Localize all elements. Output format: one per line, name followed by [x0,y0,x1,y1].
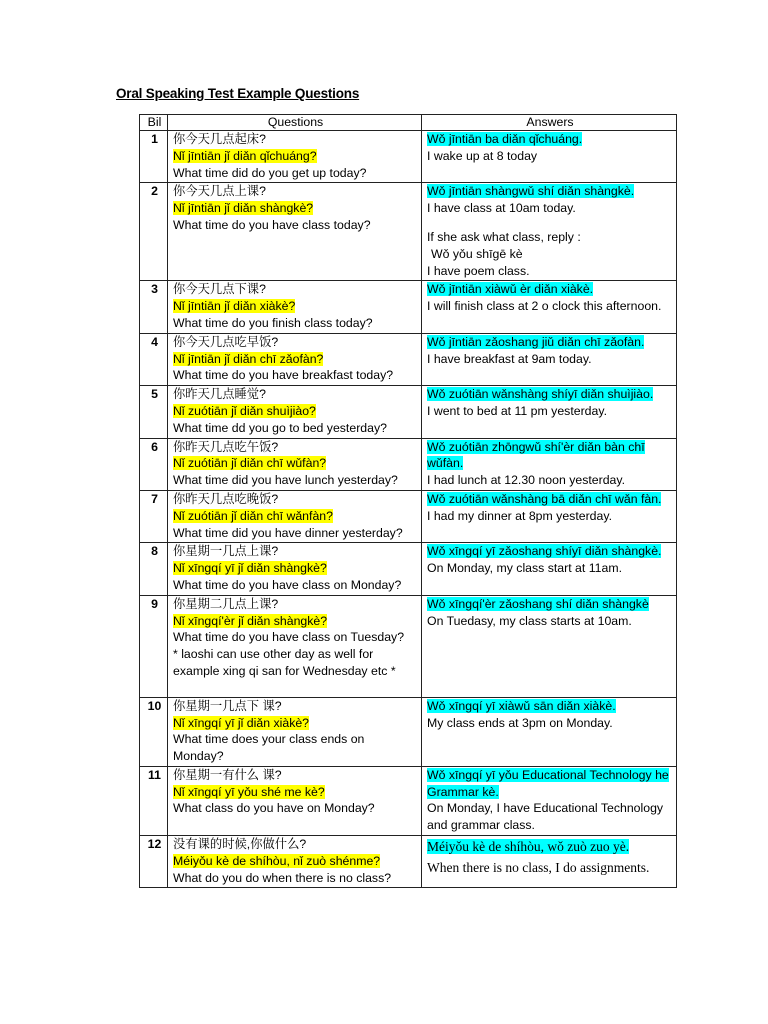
row-number: 6 [140,438,168,490]
answer-english: I have class at 10am today. [427,201,576,216]
question-english: What time dd you go to bed yesterday? [173,420,387,435]
question-pinyin: Nǐ jīntiān jǐ diǎn xiàkè? [173,299,296,314]
document-title: Oral Speaking Test Example Questions [116,86,360,101]
answer-english: My class ends at 3pm on Monday. [427,715,613,730]
answer-cell [422,438,677,490]
table-row [140,386,677,438]
table-header-row [140,115,677,131]
header-questions: Questions [168,115,422,131]
answer-english: I had my dinner at 8pm yesterday. [427,508,612,523]
answer-cell [422,281,677,333]
question-chinese: 你星期一几点下 课? [173,698,282,713]
answer-pinyin: Wǒ zuótiān zhōngwǔ shí'èr diǎn bàn chī wǔfàn. [427,439,645,471]
answer-pinyin: Wǒ jīntiān xiàwǔ èr diǎn xiàkè. [427,282,594,297]
question-cell [168,183,422,281]
question-pinyin: Nǐ xīngqí'èr jǐ diǎn shàngkè? [173,613,328,628]
table-row [140,490,677,542]
answer-cell [422,386,677,438]
question-note: * laoshi can use other day as well for example xing qi san for Wednesday etc * [173,647,396,678]
answer-cell [422,490,677,542]
answer-cell [422,543,677,595]
row-number: 8 [140,543,168,595]
question-chinese: 没有课的时候,你做什么? [173,837,307,852]
answer-note: If she ask what class, reply : [427,229,581,244]
qa-table [139,114,677,888]
question-pinyin: Nǐ jīntiān jǐ diǎn shàngkè? [173,201,314,216]
question-cell [168,836,422,888]
answer-pinyin: Wǒ zuótiān wǎnshàng shíyī diǎn shuìjiào. [427,387,654,402]
question-pinyin: Méiyǒu kè de shíhòu, nǐ zuò shénme? [173,853,381,868]
question-cell [168,595,422,697]
answer-cell [422,595,677,697]
question-english: What time do you have class on Monday? [173,577,402,592]
answer-alt-pinyin: Wǒ yǒu shīgē kè [431,246,523,261]
question-english: What time do you finish class today? [173,315,373,330]
answer-english: I went to bed at 11 pm yesterday. [427,403,607,418]
question-cell [168,281,422,333]
table-row [140,438,677,490]
question-pinyin: Nǐ xīngqí yī jǐ diǎn xiàkè? [173,715,310,730]
question-english: What time do you have breakfast today? [173,368,394,383]
question-english: What time did you have lunch yesterday? [173,473,398,488]
answer-english: I have breakfast at 9am today. [427,351,592,366]
question-chinese: 你昨天几点吃午饭? [173,439,279,454]
table-row [140,333,677,385]
question-pinyin: Nǐ xīngqí yī jǐ diǎn shàngkè? [173,561,327,576]
question-cell [168,131,422,183]
question-pinyin: Nǐ zuótiān jǐ diǎn chī wǎnfàn? [173,508,333,523]
answer-pinyin: Wǒ jīntiān shàngwǔ shí diǎn shàngkè. [427,184,635,199]
answer-alt-english: I have poem class. [427,263,530,278]
question-cell [168,766,422,835]
question-cell [168,333,422,385]
question-cell [168,386,422,438]
row-number: 10 [140,697,168,766]
row-number: 7 [140,490,168,542]
table-row [140,183,677,281]
table-row [140,697,677,766]
question-chinese: 你星期二几点上课? [173,596,279,611]
answer-english: On Tuedasy, my class starts at 10am. [427,613,632,628]
answer-cell [422,183,677,281]
answer-cell [422,131,677,183]
question-chinese: 你今天几点上课? [173,184,266,199]
table-row [140,766,677,835]
question-english: What time do you have class today? [173,217,371,232]
question-english: What time did you have dinner yesterday? [173,525,403,540]
answer-pinyin: Wǒ xīngqí'èr zǎoshang shí diǎn shàngkè [427,596,649,611]
question-pinyin: Nǐ jīntiān jǐ diǎn qǐchuáng? [173,148,317,163]
answer-english: I had lunch at 12.30 noon yesterday. [427,473,626,488]
question-chinese: 你星期一几点上课? [173,544,279,559]
answer-pinyin: Wǒ xīngqí yī xiàwǔ sān diǎn xiàkè. [427,698,616,713]
answer-cell [422,766,677,835]
answer-english: On Monday, my class start at 11am. [427,561,622,576]
row-number: 3 [140,281,168,333]
answer-cell [422,333,677,385]
question-cell [168,697,422,766]
question-chinese: 你昨天几点吃晚饭? [173,491,279,506]
question-chinese: 你今天几点吃早饭? [173,334,279,349]
question-pinyin: Nǐ zuótiān jǐ diǎn chī wǔfàn? [173,456,327,471]
row-number: 4 [140,333,168,385]
question-chinese: 你今天几点起床? [173,132,266,146]
question-english: What do you do when there is no class? [173,870,392,885]
answer-pinyin: Wǒ zuótiān wǎnshàng bā diǎn chī wǎn fàn. [427,491,662,506]
answer-pinyin: Wǒ xīngqí yī zǎoshang shíyī diǎn shàngkè. [427,544,662,559]
row-number: 12 [140,836,168,888]
question-english: What time does your class ends on Monday? [173,732,365,764]
question-chinese: 你昨天几点睡觉? [173,387,266,402]
answer-pinyin: Wǒ xīngqí yī yǒu Educational Technology he Grammar kè. [427,767,669,799]
table-row [140,543,677,595]
question-chinese: 你今天几点下课? [173,282,266,297]
question-cell [168,438,422,490]
question-pinyin: Nǐ jīntiān jǐ diǎn chī zǎofàn? [173,351,324,366]
question-english: What time did do you get up today? [173,165,367,180]
row-number: 1 [140,131,168,183]
answer-cell [422,697,677,766]
row-number: 11 [140,766,168,835]
question-cell [168,543,422,595]
question-chinese: 你星期一有什么 课? [173,767,282,782]
question-pinyin: Nǐ zuótiān jǐ diǎn shuìjiào? [173,403,316,418]
question-pinyin: Nǐ xīngqí yī yǒu shé me kè? [173,784,325,799]
answer-english: I will finish class at 2 o clock this afternoon. [427,299,662,314]
question-cell [168,490,422,542]
question-english: What time do you have class on Tuesday? [173,630,405,645]
answer-cell [422,836,677,888]
row-number: 2 [140,183,168,281]
answer-pinyin: Wǒ jīntiān ba diǎn qǐchuáng. [427,132,583,146]
question-english: What class do you have on Monday? [173,801,375,816]
row-number: 9 [140,595,168,697]
table-row [140,595,677,697]
header-answers: Answers [422,115,677,131]
header-bil: Bil [140,115,168,131]
table-row [140,281,677,333]
answer-english: When there is no class, I do assignments. [427,860,650,876]
answer-english: On Monday, I have Educational Technology and grammar class. [427,801,664,833]
answer-pinyin: Wǒ jīntiān zǎoshang jiǔ diǎn chī zǎofàn. [427,334,645,349]
table-row [140,836,677,888]
answer-pinyin: Méiyǒu kè de shíhòu, wǒ zuò zuo yè. [427,839,630,855]
answer-english: I wake up at 8 today [427,148,538,163]
row-number: 5 [140,386,168,438]
table-row [140,131,677,183]
